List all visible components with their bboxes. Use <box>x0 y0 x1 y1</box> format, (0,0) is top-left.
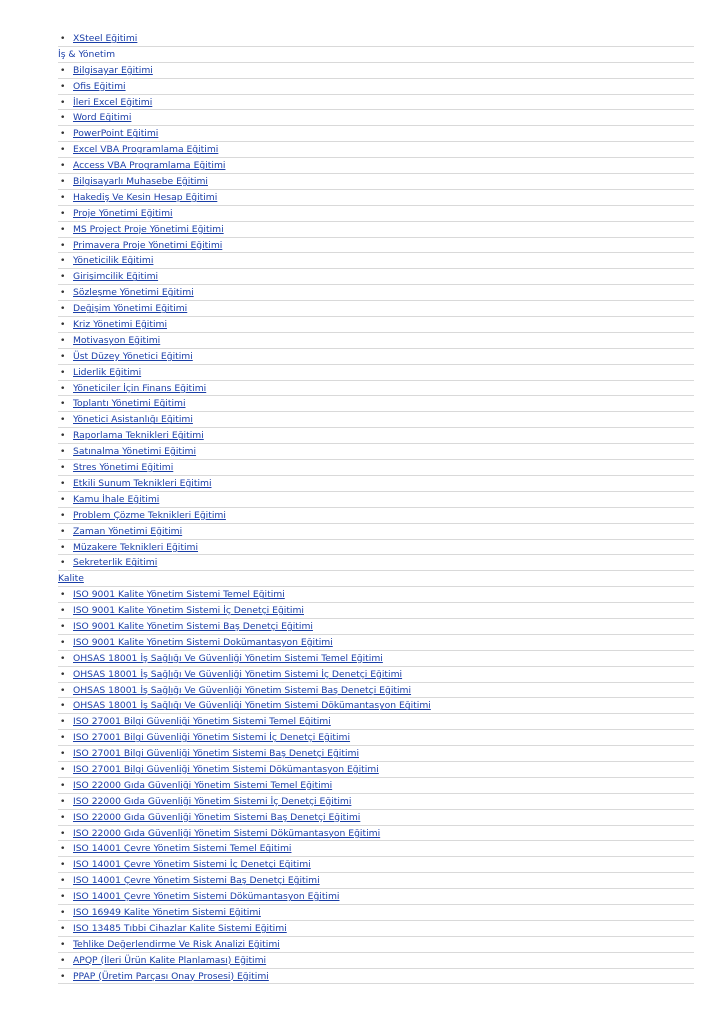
bullet-icon: • <box>60 414 66 426</box>
course-link[interactable]: Liderlik Eğitimi <box>73 366 142 378</box>
course-link[interactable]: ISO 14001 Çevre Yönetim Sistemi İç Denetçi Eğitimi <box>73 859 311 871</box>
list-item <box>58 794 694 810</box>
course-link[interactable]: ISO 14001 Çevre Yönetim Sistemi Baş Denetçi Eğitimi <box>73 875 320 887</box>
course-link[interactable]: Motivasyon Eğitimi <box>73 334 161 346</box>
bullet-icon: • <box>60 620 66 632</box>
course-link[interactable]: Ofis Eğitimi <box>73 80 126 92</box>
bullet-icon: • <box>60 96 66 108</box>
section-heading-label: İş & Yönetim <box>58 48 116 60</box>
bullet-icon: • <box>60 350 66 362</box>
list-item <box>58 683 694 699</box>
list-item <box>58 222 694 238</box>
list-item <box>58 762 694 778</box>
course-link[interactable]: Word Eğitimi <box>73 112 132 124</box>
list-item <box>58 301 694 317</box>
list-item <box>58 381 694 397</box>
list-item <box>58 905 694 921</box>
course-link[interactable]: Access VBA Programlama Eğitimi <box>73 160 226 172</box>
list-item <box>58 206 694 222</box>
bullet-icon: • <box>60 938 66 950</box>
bullet-icon: • <box>60 684 66 696</box>
bullet-icon: • <box>60 922 66 934</box>
bullet-icon: • <box>60 239 66 251</box>
course-link[interactable]: Raporlama Teknikleri Eğitimi <box>73 430 204 442</box>
bullet-icon: • <box>60 827 66 839</box>
course-link[interactable]: OHSAS 18001 İş Sağlığı Ve Güvenliği Yönetim Sistemi İç Denetçi Eğitimi <box>73 668 403 680</box>
list-item <box>58 142 694 158</box>
bullet-icon: • <box>60 970 66 982</box>
list-item <box>58 110 694 126</box>
list-item <box>58 95 694 111</box>
course-link[interactable]: XSteel Eğitimi <box>73 33 138 44</box>
bullet-icon: • <box>60 732 66 744</box>
list-item <box>58 778 694 794</box>
bullet-icon: • <box>60 700 66 712</box>
list-item <box>58 349 694 365</box>
bullet-icon: • <box>60 33 66 44</box>
list-item <box>58 63 694 79</box>
course-link[interactable]: ISO 9001 Kalite Yönetim Sistemi İç Denetçi Eğitimi <box>73 605 304 617</box>
course-link[interactable]: Bilgisayarlı Muhasebe Eğitimi <box>73 176 208 188</box>
course-link[interactable]: Satınalma Yönetimi Eğitimi <box>73 446 197 458</box>
list-item <box>58 714 694 730</box>
course-link[interactable]: ISO 13485 Tıbbi Cihazlar Kalite Sistemi Eğitimi <box>73 922 287 934</box>
course-link[interactable]: İleri Excel Eğitimi <box>73 96 153 108</box>
course-link[interactable]: PPAP (Üretim Parçası Onay Prosesi) Eğitimi <box>73 970 269 982</box>
list-item <box>58 841 694 857</box>
course-link[interactable]: Stres Yönetimi Eğitimi <box>73 462 174 474</box>
course-link[interactable]: ISO 22000 Gıda Güvenliği Yönetim Sistemi Temel Eğitimi <box>73 779 333 791</box>
section-heading-label[interactable]: Kalite <box>58 573 84 585</box>
course-link[interactable]: ISO 16949 Kalite Yönetim Sistemi Eğitimi <box>73 906 261 918</box>
list-item <box>58 158 694 174</box>
list-item <box>58 921 694 937</box>
bullet-icon: • <box>60 477 66 489</box>
list-item <box>58 524 694 540</box>
course-link[interactable]: Kriz Yönetimi Eğitimi <box>73 319 168 331</box>
list-item <box>58 317 694 333</box>
training-list <box>58 31 694 984</box>
bullet-icon: • <box>60 891 66 903</box>
bullet-icon: • <box>60 605 66 617</box>
course-link[interactable]: APQP (İleri Ürün Kalite Planlaması) Eğitimi <box>73 954 267 966</box>
list-item <box>58 285 694 301</box>
bullet-icon: • <box>60 493 66 505</box>
list-item <box>58 667 694 683</box>
bullet-icon: • <box>60 462 66 474</box>
bullet-icon: • <box>60 64 66 76</box>
bullet-icon: • <box>60 541 66 553</box>
list-item <box>58 651 694 667</box>
list-item <box>58 953 694 969</box>
list-item <box>58 730 694 746</box>
list-item <box>58 969 694 985</box>
list-item <box>58 492 694 508</box>
bullet-icon: • <box>60 875 66 887</box>
course-link[interactable]: Sözleşme Yönetimi Eğitimi <box>73 287 194 299</box>
list-item <box>58 857 694 873</box>
course-link[interactable]: ISO 22000 Gıda Güvenliği Yönetim Sistemi İç Denetçi Eğitimi <box>73 795 352 807</box>
bullet-icon: • <box>60 303 66 315</box>
bullet-icon: • <box>60 128 66 140</box>
bullet-icon: • <box>60 795 66 807</box>
course-link[interactable]: Yöneticilik Eğitimi <box>73 255 154 267</box>
course-link[interactable]: ISO 9001 Kalite Yönetim Sistemi Dokümantasyon Eğitimi <box>73 636 333 648</box>
bullet-icon: • <box>60 176 66 188</box>
list-item <box>58 508 694 524</box>
course-link[interactable]: Proje Yönetimi Eğitimi <box>73 207 173 219</box>
bullet-icon: • <box>60 589 66 601</box>
bullet-icon: • <box>60 366 66 378</box>
bullet-icon: • <box>60 509 66 521</box>
bullet-icon: • <box>60 859 66 871</box>
list-item <box>58 937 694 953</box>
course-link[interactable]: Toplantı Yönetimi Eğitimi <box>73 398 186 410</box>
bullet-icon: • <box>60 207 66 219</box>
course-link[interactable]: Değişim Yönetimi Eğitimi <box>73 303 188 315</box>
list-item <box>58 269 694 285</box>
list-item <box>58 873 694 889</box>
course-link[interactable]: Primavera Proje Yönetimi Eğitimi <box>73 239 223 251</box>
course-link[interactable]: Yöneticiler İçin Finans Eğitimi <box>73 382 207 394</box>
list-item <box>58 476 694 492</box>
list-item <box>58 396 694 412</box>
bullet-icon: • <box>60 763 66 775</box>
bullet-icon: • <box>60 636 66 648</box>
list-item <box>58 460 694 476</box>
section-heading[interactable] <box>58 571 694 587</box>
list-item <box>58 365 694 381</box>
course-link[interactable]: ISO 27001 Bilgi Güvenliği Yönetim Sistemi Baş Denetçi Eğitimi <box>73 748 359 760</box>
list-item <box>58 555 694 571</box>
list-item <box>58 174 694 190</box>
list-item <box>58 587 694 603</box>
course-link[interactable]: ISO 9001 Kalite Yönetim Sistemi Baş Denetçi Eğitimi <box>73 620 313 632</box>
course-link[interactable]: ISO 22000 Gıda Güvenliği Yönetim Sistemi Dökümantasyon Eğitimi <box>73 827 381 839</box>
bullet-icon: • <box>60 843 66 855</box>
list-item <box>58 428 694 444</box>
bullet-icon: • <box>60 160 66 172</box>
list-item <box>58 444 694 460</box>
bullet-icon: • <box>60 334 66 346</box>
bullet-icon: • <box>60 191 66 203</box>
bullet-icon: • <box>60 430 66 442</box>
list-item <box>58 190 694 206</box>
course-link[interactable]: Etkili Sunum Teknikleri Eğitimi <box>73 477 212 489</box>
course-link[interactable]: ISO 22000 Gıda Güvenliği Yönetim Sistemi Baş Denetçi Eğitimi <box>73 811 361 823</box>
course-link[interactable]: Müzakere Teknikleri Eğitimi <box>73 541 199 553</box>
course-link[interactable]: Tehlike Değerlendirme Ve Risk Analizi Eğitimi <box>73 938 280 950</box>
bullet-icon: • <box>60 319 66 331</box>
list-item <box>58 826 694 842</box>
list-item <box>58 619 694 635</box>
list-item <box>58 746 694 762</box>
bullet-icon: • <box>60 779 66 791</box>
course-link[interactable]: Bilgisayar Eğitimi <box>73 64 153 76</box>
bullet-icon: • <box>60 716 66 728</box>
course-link[interactable]: Üst Düzey Yönetici Eğitimi <box>73 350 193 362</box>
course-link[interactable]: Sekreterlik Eğitimi <box>73 557 158 569</box>
course-link[interactable]: MS Project Proje Yönetimi Eğitimi <box>73 223 224 235</box>
course-link[interactable]: ISO 27001 Bilgi Güvenliği Yönetim Sistemi Temel Eğitimi <box>73 716 331 728</box>
course-link[interactable]: Girişimcilik Eğitimi <box>73 271 159 283</box>
list-item <box>58 31 694 47</box>
list-item <box>58 333 694 349</box>
bullet-icon: • <box>60 811 66 823</box>
list-item <box>58 889 694 905</box>
course-link[interactable]: Hakediş Ve Kesin Hesap Eğitimi <box>73 191 218 203</box>
course-link[interactable]: ISO 9001 Kalite Yönetim Sistemi Temel Eğitimi <box>73 589 285 601</box>
course-link[interactable]: OHSAS 18001 İş Sağlığı Ve Güvenliği Yönetim Sistemi Temel Eğitimi <box>73 652 383 664</box>
course-link[interactable]: Yönetici Asistanlığı Eğitimi <box>73 414 193 426</box>
list-item <box>58 412 694 428</box>
course-link[interactable]: Problem Çözme Teknikleri Eğitimi <box>73 509 226 521</box>
bullet-icon: • <box>60 954 66 966</box>
bullet-icon: • <box>60 748 66 760</box>
bullet-icon: • <box>60 80 66 92</box>
bullet-icon: • <box>60 255 66 267</box>
bullet-icon: • <box>60 525 66 537</box>
list-item <box>58 698 694 714</box>
bullet-icon: • <box>60 557 66 569</box>
section-heading <box>58 47 694 63</box>
bullet-icon: • <box>60 398 66 410</box>
list-item <box>58 635 694 651</box>
course-link[interactable]: Excel VBA Programlama Eğitimi <box>73 144 219 156</box>
course-link[interactable]: ISO 14001 Çevre Yönetim Sistemi Dökümantasyon Eğitimi <box>73 891 340 903</box>
course-link[interactable]: ISO 14001 Çevre Yönetim Sistemi Temel Eğitimi <box>73 843 292 855</box>
bullet-icon: • <box>60 271 66 283</box>
course-link[interactable]: Kamu İhale Eğitimi <box>73 493 160 505</box>
bullet-icon: • <box>60 382 66 394</box>
list-item <box>58 603 694 619</box>
course-link[interactable]: OHSAS 18001 İş Sağlığı Ve Güvenliği Yönetim Sistemi Dökümantasyon Eğitimi <box>73 700 431 712</box>
course-link[interactable]: ISO 27001 Bilgi Güvenliği Yönetim Sistemi Dökümantasyon Eğitimi <box>73 763 379 775</box>
bullet-icon: • <box>60 223 66 235</box>
course-link[interactable]: OHSAS 18001 İş Sağlığı Ve Güvenliği Yönetim Sistemi Baş Denetçi Eğitimi <box>73 684 412 696</box>
course-link[interactable]: PowerPoint Eğitimi <box>73 128 159 140</box>
course-link[interactable]: ISO 27001 Bilgi Güvenliği Yönetim Sistemi İç Denetçi Eğitimi <box>73 732 351 744</box>
list-item <box>58 540 694 556</box>
bullet-icon: • <box>60 144 66 156</box>
bullet-icon: • <box>60 287 66 299</box>
course-link[interactable]: Zaman Yönetimi Eğitimi <box>73 525 183 537</box>
list-item <box>58 126 694 142</box>
list-item <box>58 238 694 254</box>
bullet-icon: • <box>60 446 66 458</box>
list-item <box>58 253 694 269</box>
bullet-icon: • <box>60 668 66 680</box>
bullet-icon: • <box>60 652 66 664</box>
list-item <box>58 79 694 95</box>
bullet-icon: • <box>60 112 66 124</box>
list-item <box>58 810 694 826</box>
bullet-icon: • <box>60 906 66 918</box>
